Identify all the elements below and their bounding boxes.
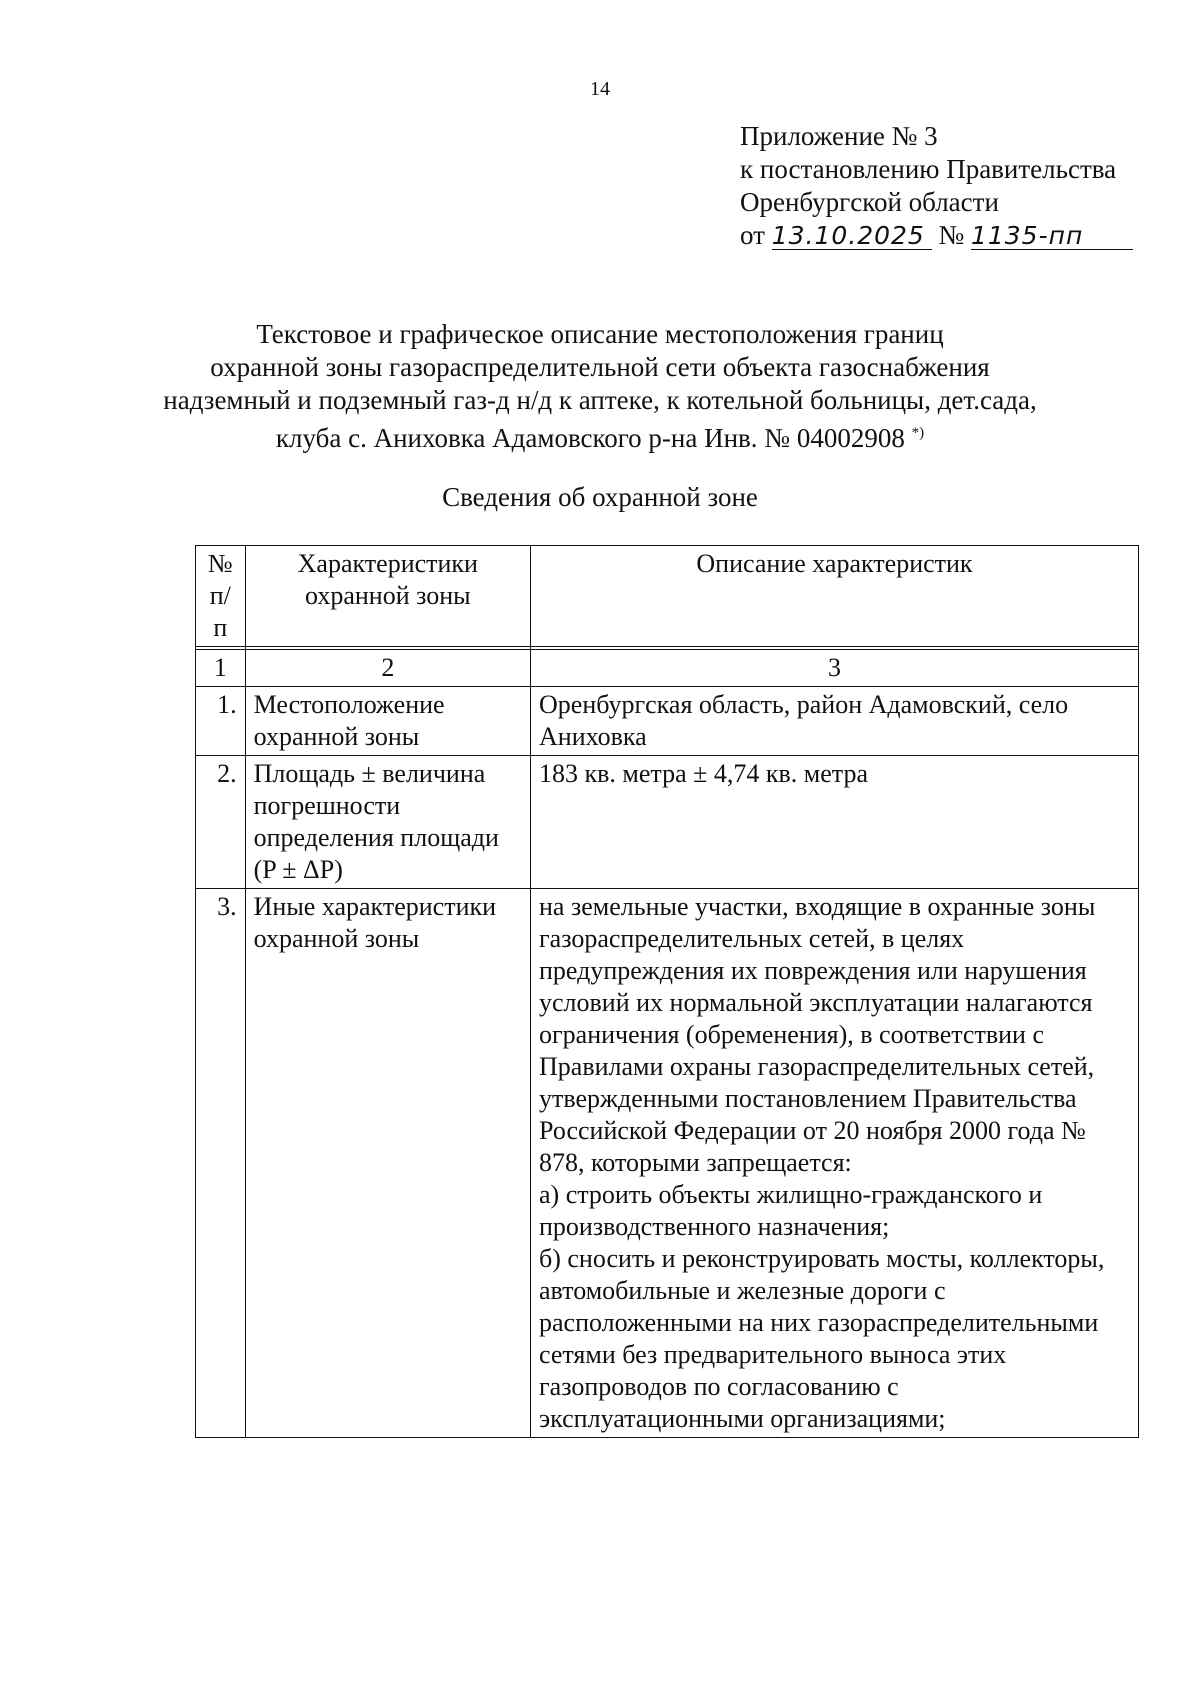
table-row (196, 889, 1139, 1438)
annex-title: Приложение № 3 (740, 121, 938, 151)
title-line-4 (0, 417, 1200, 455)
description-item-b: б) сносить и реконструировать мосты, коллекторы, автомобильные и железные дороги с расположенными на них газораспределительными сетями без предварительного выноса этих газопроводов по согласованию с эксплуатационными организациями; (539, 1244, 1105, 1433)
document-title (0, 318, 1200, 455)
protection-zone-table (195, 545, 1139, 1438)
handwritten-number: 1135-пп (971, 223, 1133, 250)
header-number: № п/п (196, 546, 246, 647)
row-characteristic: Иные характеристики охранной зоны (245, 889, 530, 1438)
annex-region: Оренбургской области (740, 187, 999, 217)
footnote-mark: *) (911, 425, 925, 441)
row-number: 2. (196, 756, 246, 889)
numbering-cell: 3 (531, 650, 1139, 687)
table-numbering-row (196, 650, 1139, 687)
row-number: 3. (196, 889, 246, 1438)
table-row (196, 756, 1139, 889)
description-item-a: а) строить объекты жилищно-гражданского и производственного назначения; (539, 1180, 1043, 1241)
table-header-row (196, 546, 1139, 647)
title-line-1: Текстовое и графическое описание местоположения границ (256, 319, 944, 349)
header-characteristic: Характеристики охранной зоны (245, 546, 530, 647)
numbering-cell: 2 (245, 650, 530, 687)
row-description: 183 кв. метра ± 4,74 кв. метра (531, 756, 1139, 889)
row-characteristic: Площадь ± величина погрешности определения площади (P ± ΔP) (245, 756, 530, 889)
row-number: 1. (196, 687, 246, 756)
title-line-3: надземный и подземный газ-д н/д к аптеке, к котельной больницы, дет.сада, (163, 385, 1037, 415)
page-number: 14 (590, 78, 610, 100)
row-description (531, 889, 1139, 1438)
annex-block (740, 120, 1133, 252)
title-line-2: охранной зоны газораспределительной сети объекта газоснабжения (210, 352, 990, 382)
title-line-4-text: клуба с. Аниховка Адамовского р-на Инв. № 04002908 (275, 423, 905, 453)
numbering-cell: 1 (196, 650, 246, 687)
annex-number-label: № (938, 220, 965, 250)
description-paragraph: на земельные участки, входящие в охранные зоны газораспределительных сетей, в целях предупреждения их повреждения или нарушения условий их нормальной эксплуатации налагаются ограничения (обременения), в соответствии с Правилами охраны газораспределительных сетей, утвержденными постановлением Правительства Российской Федерации от 20 ноября 2000 года № 878, которыми запрещается: (539, 892, 1096, 1177)
header-description: Описание характеристик (531, 546, 1139, 647)
section-subtitle: Сведения об охранной зоне (442, 482, 758, 512)
row-description: Оренбургская область, район Адамовский, село Аниховка (531, 687, 1139, 756)
handwritten-date: 13.10.2025 (772, 223, 932, 250)
annex-date-number (740, 219, 1133, 252)
table-row (196, 687, 1139, 756)
annex-from-label: от (740, 220, 765, 250)
annex-resolution: к постановлению Правительства (740, 154, 1117, 184)
row-characteristic: Местоположение охранной зоны (245, 687, 530, 756)
